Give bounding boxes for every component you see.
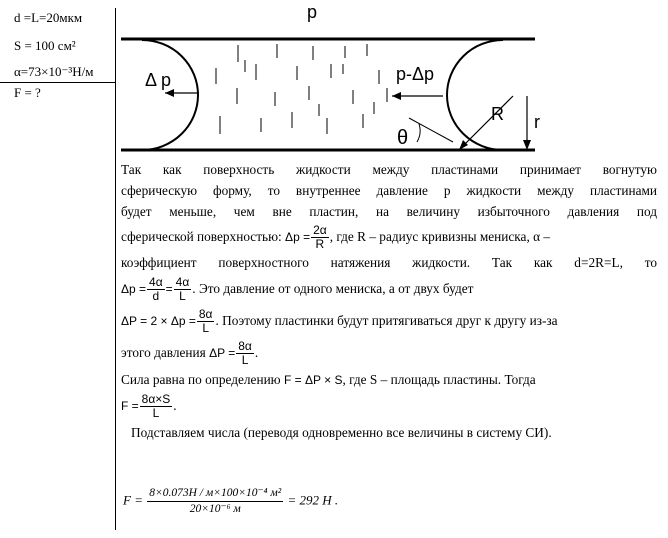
left-arrowhead xyxy=(165,89,174,97)
label-r: r xyxy=(534,112,540,132)
text-line-4: сферической поверхностью: Δp = $\frac{2\alpha}{R}$ , где R – радиус кривизны мениска, α – xyxy=(121,223,551,252)
fraction-2a-R: $\frac{2\alpha}{R}$ xyxy=(313,223,327,252)
radius-line xyxy=(459,96,513,150)
text-line-7: ΔP = 2 × Δp = $\frac{8\alpha}{L}$ . Поэтому пластинки будут притягиваться друг к другу из-за xyxy=(121,307,558,336)
label-R: R xyxy=(491,104,504,124)
text-line-11: Подставляем числа (переводя одновременно все величины в систему СИ). xyxy=(131,425,552,440)
contact-angle-arc xyxy=(417,124,420,142)
given-find-force: F = ? xyxy=(14,85,41,100)
final-formula: F = $\frac{\text{8×0.073H / м×100×10⁻⁴ м²}}{\text{20×10⁻⁶ м}}$ = 292 H . xyxy=(123,487,339,515)
text-line-8: этого давления ΔP = $\frac{8\alpha}{L}$ . xyxy=(121,339,259,368)
given-alpha: α=73×10⁻³Н/м xyxy=(14,64,94,79)
text-line-2: сферическую форму, то внутреннее давление р жидкости между пластинами xyxy=(121,183,657,198)
liquid-hatching xyxy=(216,44,387,134)
text-line-9: Сила равна по определению F = ΔP × S, где S – площадь пластины. Тогда xyxy=(121,372,536,387)
given-area: S = 100 см² xyxy=(14,38,76,53)
label-p: p xyxy=(307,2,318,22)
fraction-4a-d: $\frac{4\alpha}{d}$ xyxy=(149,275,163,304)
text-line-3: будет меньше, чем вне пластин, на величину избыточного давления под xyxy=(121,204,657,219)
text-line-6: Δp = $\frac{4\alpha}{d}$ = $\frac{4\alpha}{L}$ . Это давление от одного мениска, а от двух будет xyxy=(121,275,474,304)
fraction-8a-L-2: $\frac{8\alpha}{L}$ xyxy=(238,339,252,368)
right-arrowhead xyxy=(392,92,401,100)
label-p-minus-dp: p-Δp xyxy=(396,64,435,84)
final-fraction: $\frac{\text{8×0.073H / м×100×10⁻⁴ м²}}{\text{20×10⁻⁶ м}}$ xyxy=(149,487,282,515)
label-theta: θ xyxy=(397,127,409,149)
text-line-5: коэффициент поверхностного натяжения жидкости. Так как d=2R=L, то xyxy=(121,255,657,270)
solution-text xyxy=(121,159,657,443)
text-line-10: F = $\frac{8\alpha\times S}{L}$ . xyxy=(121,392,177,421)
text-line-1: Так как поверхность жидкости между пластинами принимает вогнутую xyxy=(121,162,657,177)
given-divider xyxy=(0,82,115,83)
tangent-line xyxy=(409,118,453,142)
fraction-4a-L: $\frac{4\alpha}{L}$ xyxy=(175,275,190,304)
meniscus-figure xyxy=(117,0,547,155)
label-delta-p: Δ p xyxy=(145,70,172,90)
final-result: = 292 H . xyxy=(287,492,339,508)
fraction-8a-L: $\frac{8\alpha}{L}$ xyxy=(198,307,213,336)
formula-dp: Δp = xyxy=(285,230,311,244)
given-d-l: d =L=20мкм xyxy=(14,10,83,25)
vertical-divider xyxy=(115,8,116,530)
fraction-8aS-L: $\frac{8\alpha\times S}{L}$ xyxy=(141,392,171,421)
